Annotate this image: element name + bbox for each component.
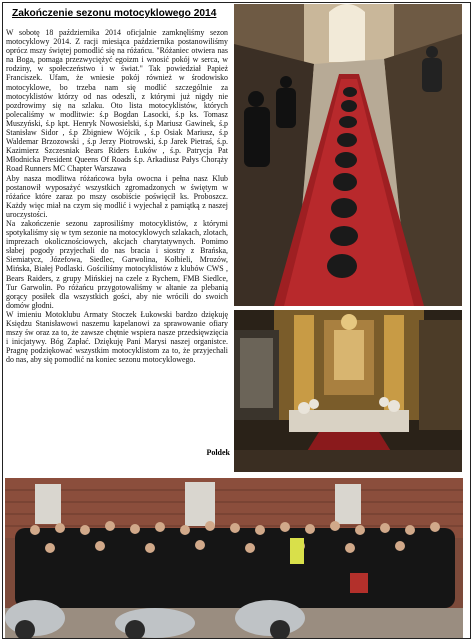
article-signature: Poldek [206, 448, 230, 457]
church-aisle-photo [234, 4, 462, 306]
article-paragraph-3: Na zakończenie sezonu zaprosiliśmy motocyklistów, z którymi spotykaliśmy się w tym sezonie na motocyklowych szlakach, zlotach, imprezach okolicznościowych, akcjach charytatywnych. Pomimo słabej pogody przyjechali do nas bracia i siostry z Brańska, Siemiatycz, Józefowa, Siedlec, Garwolina, Kołbieli, Mrozów, Mińska, Białej Podlaski. Gościliśmy motocyklistów z klubów CWS , Bears Raiders, z grupy Mińskiej na czele z Rychem, FMB Siedlce, Tur Garwolin. Po różańcu przygotowaliśmy w altanie za plebanią gorący posiłek dla wszystkich gości, aby nie wrócili do swoich domów głodni. [6, 218, 228, 310]
altar-photo [234, 310, 462, 472]
article-paragraph-2: Aby nasza modlitwa różańcowa była owocna i pełna nasz Klub postanowił wyposażyć wszystkich zgromadzonych w świętym w różańce które zaraz po mszy osobiście poświęcił ks. Proboszcz. Każdy więc miał na czym się modlić i wyjechał z pamiątką z naszej uroczystości. [6, 173, 228, 219]
article-body [6, 28, 228, 448]
group-photo [5, 478, 463, 638]
article-paragraph-4: W imieniu Motoklubu Armaty Stoczek Łukowski bardzo dziękuję Księdzu Stanisławowi naszemu kapelanowi za sprawowanie ofiary mszy św oraz za to, że zawsze chętnie wspiera nasze przedsięwzięcia i inicjatywy. Bóg Zapłać. Dziękuję Pani Marysi naszej organistce. Pragnę podziękować wszystkim motocyklistom za to, że przyjechali do nas, aby się pomodlić na koniec sezonu motocyklowego. [6, 309, 228, 365]
article-paragraph-1: W sobotę 18 października 2014 oficjalnie zamknęliśmy sezon motocyklowy 2014. Z racji miesiąca października postanowiliśmy oprócz mszy świętej pomodlić się na różańcu. "Różaniec otwiera nas na Boga, pomaga przezwyciężyć egoizm i wnosić pokój w serca, w rodziny, w społeczeństwo i w świat." Tak powiedział Papież Franciszek. Ufam, że wniesie pokój również w środowisko motocyklowe, bo trzeba nam się modlić szczególnie za motocyklistów którzy od nas odeszli, z którymi już nigdy nie pozdrowimy się na szlaku. Oto lista motocyklistów, których polecaliśmy w modlitwie: ś.p Bogdan Lasocki, ś.p ks. Tomasz Muszyński, ś.p kpt. Henryk Nowosielski, ś.p Mariusz Gawinek, ś.p Stanisław Sidor , ś.p Zbigniew Wójcik , ś.p Osiak Mariusz, ś.p Waldemar Brzozowski , ś.p Jerzy Piotrowski, ś.p Jarek Pietraś, ś.p. Kazimierz Szczesniak Bears Riders Łuków , ś.p. Patrycja Pat Młodnicka President Queens Of Roads ś.p. Arkadiusz Pałys Chorąży Road Runners MC Chapter Warszawa [6, 28, 228, 174]
article-title: Zakończenie sezonu motocyklowego 2014 [12, 8, 217, 19]
